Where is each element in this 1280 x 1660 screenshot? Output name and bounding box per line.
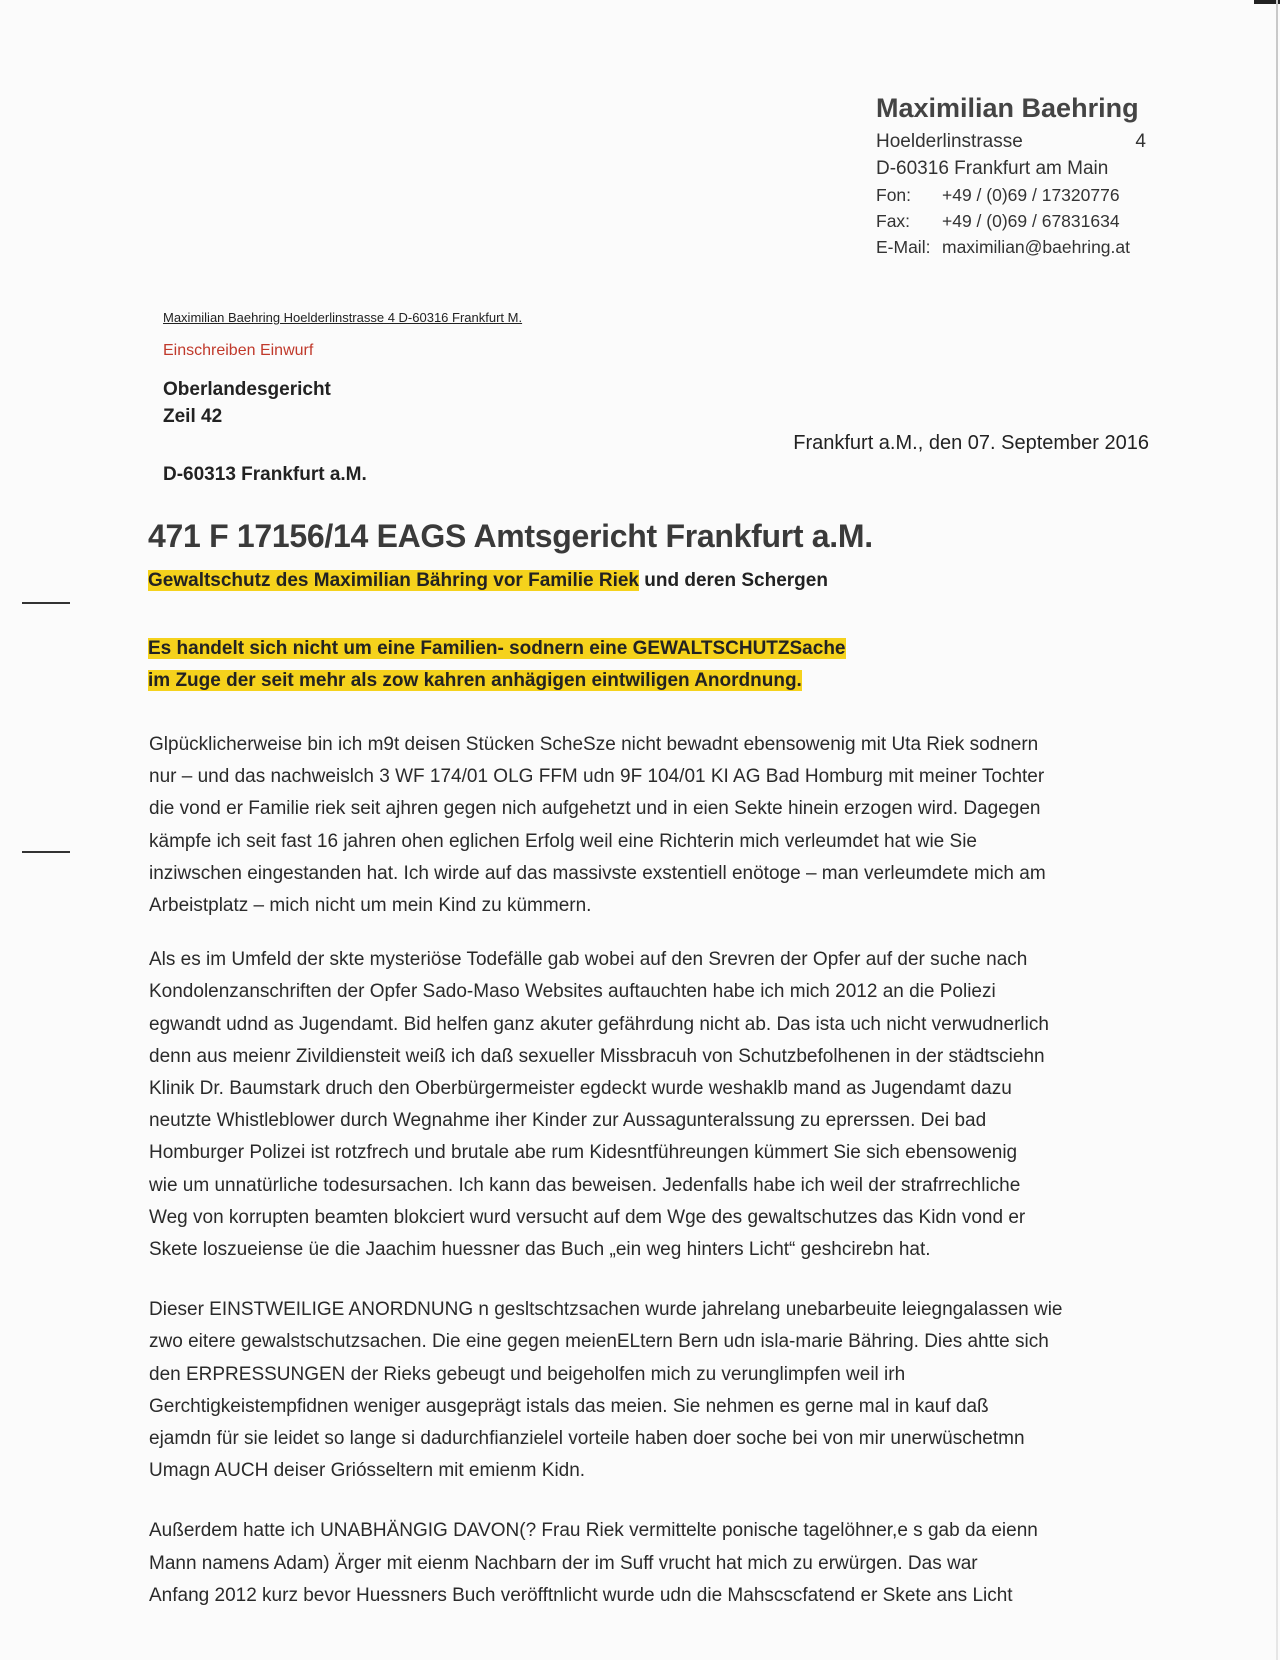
sender-phone-row bbox=[876, 182, 1146, 208]
sender-city: D-60316 Frankfurt am Main bbox=[876, 158, 1109, 179]
text-line: Klinik Dr. Baumstark druch den Oberbürgermeister egdeckt wurde weshaklb mand as Jugendamt dazu bbox=[149, 1078, 1012, 1100]
sender-fax-row bbox=[876, 208, 1146, 234]
paragraph-1 bbox=[149, 729, 1151, 922]
subtitle-highlighted: Gewaltschutz des Maximilian Bähring vor Familie Riek bbox=[148, 570, 639, 591]
text-line: kämpfe ich seit fast 16 jahren ohen eglichen Erfolg weil eine Richterin mich verleumdet hat wie Sie bbox=[149, 830, 977, 852]
margin-mark bbox=[22, 602, 70, 604]
sender-name: Maximilian Baehring bbox=[876, 93, 1139, 123]
text-line: Glpücklicherweise bin ich m9t deisen Stücken ScheSze nicht bewadnt ebensowenig mit Uta Riek sodnern bbox=[149, 734, 1039, 755]
note-line: Es handelt sich nicht um eine Familien- sodnern eine GEWALTSCHUTZSache bbox=[148, 638, 846, 659]
margin-mark bbox=[22, 851, 70, 853]
recipient-street: Zeil 42 bbox=[163, 406, 223, 427]
phone-value: +49 / (0)69 / 17320776 bbox=[942, 185, 1120, 205]
text-line: nur – und das nachweislch 3 WF 174/01 OLG FFM udn 9F 104/01 KI AG Bad Homburg mit meiner Tochter bbox=[149, 766, 1045, 788]
text-line: Arbeistplatz – mich nicht um mein Kind zu kümmern. bbox=[149, 895, 592, 917]
text-line: inziwschen eingestanden hat. Ich wirde auf das massivste exstentiell enötoge – man verleumdete mich am bbox=[149, 862, 1046, 884]
text-line: Mann namens Adam) Ärger mit eienm Nachbarn der im Suff vrucht hat mich zu erwürgen. Das war bbox=[149, 1552, 978, 1574]
text-line: egwandt udnd as Jugendamt. Bid helfen ganz akuter gefährdung nicht ab. Das ista uch nicht verwudnerlich bbox=[149, 1013, 1049, 1035]
subtitle bbox=[148, 570, 828, 592]
text-line: Als es im Umfeld der skte mysteriöse Todefälle gab wobei auf den Srevren der Opfer auf der suche nach bbox=[149, 949, 1028, 971]
subtitle-rest: und deren Schergen bbox=[638, 570, 828, 591]
sender-house-no: 4 bbox=[1135, 131, 1146, 152]
email-value: maximilian@baehring.at bbox=[942, 237, 1130, 257]
recipient-name: Oberlandesgericht bbox=[163, 379, 331, 400]
text-line: Umagn AUCH deiser Griósseltern mit emienm Kidn. bbox=[149, 1460, 586, 1482]
text-line: die vond er Familie riek seit ajhren gegen nich aufgehetzt und in eien Sekte hinein erzogen wird. Dagegen bbox=[149, 798, 1041, 820]
recipient-city: D-60313 Frankfurt a.M. bbox=[163, 464, 367, 485]
sender-block bbox=[876, 88, 1146, 260]
text-line: Dieser EINSTWEILIGE ANORDNUNG n gesltschtzsachen wurde jahrelang unebarbeuite leiegngalassen wie bbox=[149, 1299, 1063, 1321]
phone-label: Fon: bbox=[876, 185, 912, 205]
fax-label: Fax: bbox=[876, 211, 911, 231]
highlighted-note bbox=[148, 633, 846, 697]
paragraph-3 bbox=[149, 1294, 1151, 1487]
text-line: Außerdem hatte ich UNABHÄNGIG DAVON(? Frau Riek vermittelte ponische tagelöhner,e s gab da eienn bbox=[149, 1520, 1038, 1542]
text-line: Skete loszueiense üe die Jaachim huessner das Buch „ein weg hinters Licht“ geshcirebn hat. bbox=[149, 1239, 931, 1261]
text-line: zwo eitere gewalstschutzsachen. Die eine gegen meienELtern Bern udn isla-marie Bähring. Dies ahtte sich bbox=[149, 1331, 1049, 1353]
text-line: Homburger Polizei ist rotzfrech und brutale abe rum Kidesntführeungen kümmert Sie sich ebensowenig bbox=[149, 1142, 1018, 1164]
note-line: im Zuge der seit mehr als zow kahren anhägigen eintwiligen Anordnung. bbox=[148, 670, 802, 691]
return-address-line: Maximilian Baehring Hoelderlinstrasse 4 D-60316 Frankfurt M. bbox=[163, 310, 523, 325]
text-line: Kondolenzanschriften der Opfer Sado-Maso Websites auftauchten habe ich mich 2012 an die Poliezi bbox=[149, 981, 996, 1003]
text-line: den ERPRESSUNGEN der Rieks gebeugt und beigeholfen mich zu verunglimpfen weil irh bbox=[149, 1363, 906, 1385]
letter-body bbox=[149, 729, 1151, 1634]
text-line: ejamdn für sie leidet so lange si dadurchfianzielel vorteile haben doer soche bei von mir unerwüschetmn bbox=[149, 1428, 1025, 1450]
text-line: Anfang 2012 kurz bevor Huessners Buch veröfftnlicht wurde udn die Mahscscfatend er Skete ans Licht bbox=[149, 1584, 1013, 1606]
paragraph-2 bbox=[149, 944, 1151, 1266]
text-line: denn aus meienr Zivildiensteit weiß ich daß sexueller Missbracuh von Schutzbefolhenen in der städtsciehn bbox=[149, 1045, 1045, 1067]
text-line: neutzte Whistleblower durch Wegnahme iher Kinder zur Aussagunteralssung zu eprerssen. Dei bad bbox=[149, 1110, 987, 1132]
page-edge-right bbox=[1276, 0, 1278, 1660]
text-line: Weg von korrupten beamten blokciert wurd versucht auf dem Wge des gewaltschutzes das Kidn vond er bbox=[149, 1206, 1026, 1228]
sender-street: Hoelderlinstrasse bbox=[876, 131, 1023, 152]
text-line: Gerchtigkeistempfidnen weniger ausgeprägt istals das meien. Sie nehmen es gerne mal in kauf daß bbox=[149, 1395, 989, 1417]
paragraph-4 bbox=[149, 1515, 1151, 1612]
case-title: 471 F 17156/14 EAGS Amtsgericht Frankfurt a.M. bbox=[148, 518, 873, 554]
delivery-note: Einschreiben Einwurf bbox=[163, 342, 314, 359]
sender-email-row bbox=[876, 234, 1146, 260]
sender-street-row bbox=[876, 128, 1146, 155]
fax-value: +49 / (0)69 / 67831634 bbox=[942, 211, 1120, 231]
recipient-block bbox=[163, 376, 367, 488]
email-label: E-Mail: bbox=[876, 237, 931, 257]
letter-date: Frankfurt a.M., den 07. September 2016 bbox=[793, 432, 1149, 454]
text-line: wie um unnatürliche todesursachen. Ich kann das beweisen. Jedenfalls habe ich weil der strafrrechliche bbox=[149, 1174, 1021, 1196]
